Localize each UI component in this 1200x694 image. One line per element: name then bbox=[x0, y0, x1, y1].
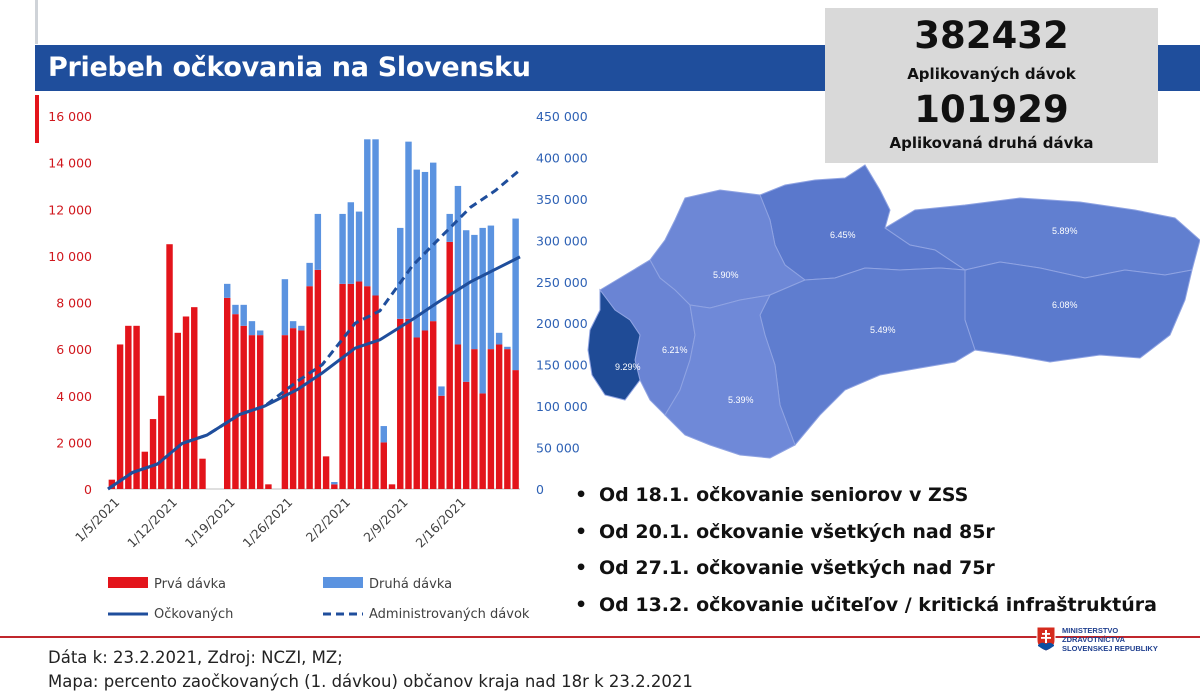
bar-first-dose bbox=[479, 393, 485, 489]
bar-first-dose bbox=[224, 298, 230, 489]
map-label-trencin: 5.90% bbox=[713, 270, 739, 280]
bar-second-dose bbox=[282, 279, 288, 335]
bar-first-dose bbox=[389, 484, 395, 489]
bar-second-dose bbox=[240, 305, 246, 326]
bar-second-dose bbox=[504, 347, 510, 349]
bar-first-dose bbox=[339, 284, 345, 489]
bar-first-dose bbox=[471, 349, 477, 489]
bar-first-dose bbox=[446, 242, 452, 489]
bar-second-dose bbox=[364, 139, 370, 286]
second-doses-value: 101929 bbox=[914, 88, 1069, 131]
milestone-text: Od 20.1. očkovanie všetkých nad 85r bbox=[599, 520, 995, 543]
bar-second-dose bbox=[348, 202, 354, 284]
milestone-item bbox=[575, 517, 1157, 554]
ministry-line: MINISTERSTVO bbox=[1062, 626, 1119, 635]
map-label-kosice: 6.08% bbox=[1052, 300, 1078, 310]
bar-second-dose bbox=[306, 263, 312, 286]
y-right-tick-label: 350 000 bbox=[536, 191, 588, 207]
bar-first-dose bbox=[125, 326, 131, 489]
legend-label: Druhá dávka bbox=[369, 577, 453, 592]
legend-label: Prvá dávka bbox=[154, 577, 226, 592]
y-right-tick-label: 300 000 bbox=[536, 233, 588, 249]
y-left-tick-label: 0 bbox=[84, 482, 92, 497]
bar-first-dose bbox=[315, 270, 321, 489]
bar-first-dose bbox=[463, 382, 469, 489]
bar-first-dose bbox=[422, 330, 428, 489]
x-tick-label: 1/12/2021 bbox=[124, 494, 181, 551]
bullet-dot-icon: • bbox=[575, 557, 588, 579]
bar-first-dose bbox=[496, 344, 502, 489]
map-label-bratislava: 9.29% bbox=[615, 362, 641, 372]
bar-second-dose bbox=[257, 330, 263, 335]
x-tick-label: 1/19/2021 bbox=[181, 494, 238, 551]
y-right-tick-label: 450 000 bbox=[536, 109, 588, 124]
map-label-trnava: 6.21% bbox=[662, 345, 688, 355]
legend-label: Administrovaných dávok bbox=[369, 607, 530, 622]
bar-second-dose bbox=[381, 426, 387, 442]
bar-first-dose bbox=[455, 344, 461, 489]
bar-first-dose bbox=[430, 321, 436, 489]
bar-second-dose bbox=[479, 228, 485, 394]
stats-box bbox=[825, 8, 1158, 163]
ministry-name bbox=[1062, 626, 1158, 653]
bar-second-dose bbox=[463, 230, 469, 382]
bar-first-dose bbox=[150, 419, 156, 489]
bar-first-dose bbox=[191, 307, 197, 489]
y-left-tick-label: 10 000 bbox=[48, 248, 92, 264]
y-left-tick-label: 2 000 bbox=[56, 435, 92, 451]
y-right-tick-label: 200 000 bbox=[536, 316, 588, 332]
bar-first-dose bbox=[183, 316, 189, 489]
bar-first-dose bbox=[512, 370, 518, 489]
bar-first-dose bbox=[356, 282, 362, 489]
bar-second-dose bbox=[232, 305, 238, 314]
bar-second-dose bbox=[397, 228, 403, 319]
y-left-tick-label: 14 000 bbox=[48, 155, 92, 171]
left-accent-line bbox=[35, 0, 38, 44]
map-label-nitra: 5.39% bbox=[728, 395, 754, 405]
bar-first-dose bbox=[306, 286, 312, 489]
x-tick-label: 2/9/2021 bbox=[360, 494, 411, 545]
bar-first-dose bbox=[381, 442, 387, 489]
bar-first-dose bbox=[488, 349, 494, 489]
map-label-presov: 5.89% bbox=[1052, 226, 1078, 236]
map-region-banskobystricky bbox=[760, 268, 975, 445]
y-left-tick-label: 8 000 bbox=[56, 295, 92, 311]
bar-second-dose bbox=[290, 321, 296, 328]
bar-first-dose bbox=[240, 326, 246, 489]
bar-second-dose bbox=[249, 321, 255, 335]
y-right-tick-label: 150 000 bbox=[536, 357, 588, 373]
bar-second-dose bbox=[405, 142, 411, 319]
bar-first-dose bbox=[298, 330, 304, 489]
footer-source: Dáta k: 23.2.2021, Zdroj: NCZI, MZ; bbox=[48, 648, 343, 667]
legend-swatch bbox=[323, 577, 363, 588]
legend-label: Očkovaných bbox=[154, 607, 234, 622]
bar-second-dose bbox=[298, 326, 304, 331]
bar-second-dose bbox=[488, 226, 494, 350]
bar-first-dose bbox=[158, 396, 164, 489]
bar-first-dose bbox=[232, 314, 238, 489]
map-label-zilina: 6.45% bbox=[830, 230, 856, 240]
bar-first-dose bbox=[282, 335, 288, 489]
bar-second-dose bbox=[224, 284, 230, 298]
page-title: Priebeh očkovania na Slovensku bbox=[48, 52, 531, 83]
bar-second-dose bbox=[339, 214, 345, 284]
bar-first-dose bbox=[438, 396, 444, 489]
slovak-crest-icon bbox=[1036, 626, 1056, 652]
footer-divider bbox=[0, 636, 1200, 638]
milestone-text: Od 27.1. očkovanie všetkých nad 75r bbox=[599, 557, 995, 579]
second-doses-label: Aplikovaná druhá dávka bbox=[889, 134, 1094, 152]
milestone-item bbox=[575, 480, 1157, 517]
x-tick-label: 1/26/2021 bbox=[239, 494, 296, 551]
map-region-kosice bbox=[965, 262, 1192, 362]
milestones-list bbox=[575, 480, 1157, 626]
applied-doses-value: 382432 bbox=[914, 14, 1069, 57]
bar-second-dose bbox=[315, 214, 321, 270]
milestone-text: Od 13.2. očkovanie učiteľov / kritická infraštruktúra bbox=[599, 593, 1157, 616]
ministry-line: SLOVENSKEJ REPUBLIKY bbox=[1062, 644, 1158, 653]
bar-second-dose bbox=[438, 386, 444, 395]
y-left-tick-label: 6 000 bbox=[56, 342, 92, 358]
bar-second-dose bbox=[455, 186, 461, 345]
bar-second-dose bbox=[331, 482, 337, 484]
ministry-line: ZDRAVOTNÍCTVA bbox=[1062, 635, 1126, 644]
x-tick-label: 2/16/2021 bbox=[412, 494, 469, 551]
bullet-dot-icon: • bbox=[575, 593, 588, 616]
bar-first-dose bbox=[331, 484, 337, 489]
y-right-tick-label: 100 000 bbox=[536, 399, 588, 415]
footer-map-note: Mapa: percento zaočkovaných (1. dávkou) občanov kraja nad 18r k 23.2.2021 bbox=[48, 672, 693, 691]
legend-swatch bbox=[108, 577, 148, 588]
ministry-logo bbox=[1036, 624, 1186, 662]
bar-first-dose bbox=[397, 319, 403, 489]
bar-first-dose bbox=[405, 319, 411, 489]
bar-second-dose bbox=[512, 219, 518, 371]
y-right-tick-label: 400 000 bbox=[536, 150, 588, 166]
bar-first-dose bbox=[117, 344, 123, 489]
bar-first-dose bbox=[133, 326, 139, 489]
bar-first-dose bbox=[348, 284, 354, 489]
bar-first-dose bbox=[372, 296, 378, 489]
map-label-banskobystricky: 5.49% bbox=[870, 325, 896, 335]
bullet-dot-icon: • bbox=[575, 520, 588, 543]
milestone-item bbox=[575, 590, 1157, 627]
y-right-tick-label: 50 000 bbox=[536, 440, 580, 456]
x-tick-label: 2/2/2021 bbox=[302, 494, 354, 545]
y-left-tick-label: 16 000 bbox=[48, 109, 92, 124]
bar-second-dose bbox=[496, 333, 502, 345]
x-tick-label: 1/5/2021 bbox=[72, 494, 123, 545]
y-right-tick-label: 250 000 bbox=[536, 274, 588, 290]
bar-first-dose bbox=[175, 333, 181, 489]
bar-second-dose bbox=[471, 235, 477, 349]
bullet-dot-icon: • bbox=[575, 484, 588, 506]
bar-second-dose bbox=[356, 212, 362, 282]
bar-first-dose bbox=[290, 328, 296, 489]
bar-first-dose bbox=[323, 456, 329, 489]
milestone-text: Od 18.1. očkovanie seniorov v ZSS bbox=[599, 484, 969, 506]
bar-second-dose bbox=[414, 170, 420, 338]
y-left-tick-label: 12 000 bbox=[48, 202, 92, 218]
y-left-tick-label: 4 000 bbox=[56, 388, 92, 404]
bar-first-dose bbox=[414, 337, 420, 489]
vaccination-chart bbox=[0, 95, 588, 635]
bar-first-dose bbox=[257, 335, 263, 489]
region-map bbox=[580, 150, 1200, 470]
milestone-item bbox=[575, 553, 1157, 590]
bar-second-dose bbox=[372, 139, 378, 295]
applied-doses-label: Aplikovaných dávok bbox=[907, 65, 1076, 83]
bar-first-dose bbox=[504, 349, 510, 489]
bar-second-dose bbox=[446, 214, 452, 242]
bar-first-dose bbox=[199, 459, 205, 489]
bar-first-dose bbox=[265, 484, 271, 489]
y-right-tick-label: 0 bbox=[536, 482, 544, 497]
